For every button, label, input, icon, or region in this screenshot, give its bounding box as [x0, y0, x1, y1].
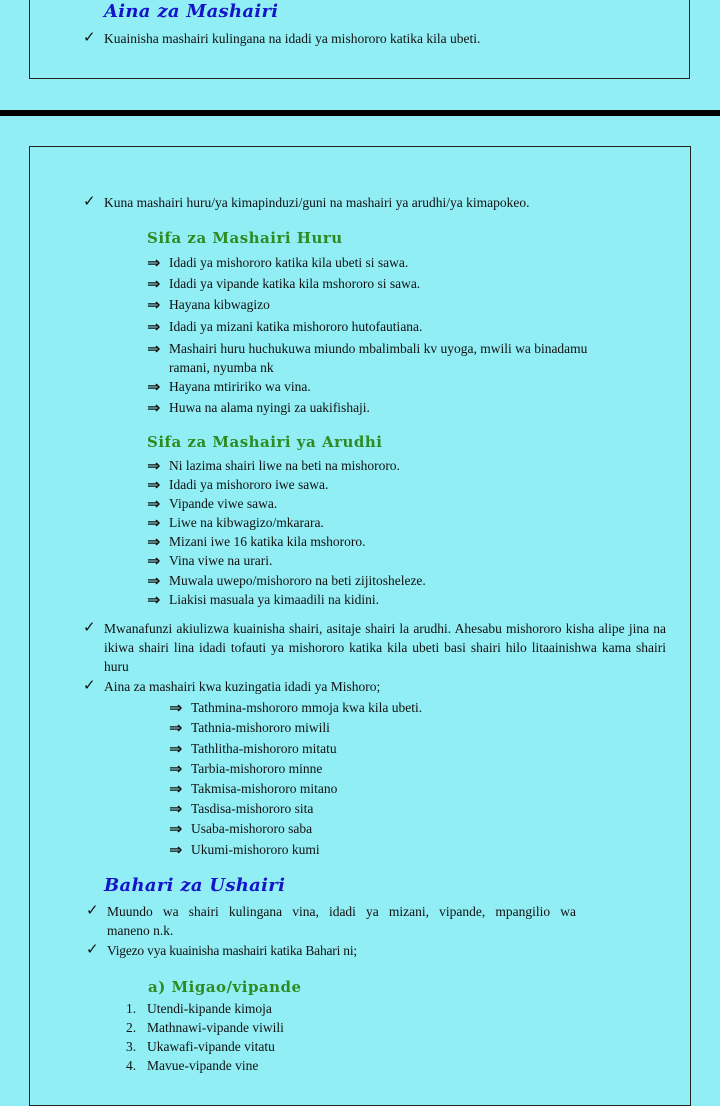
check-icon: ✓ — [86, 942, 99, 958]
check-item-muundo: ✓ Muundo wa shairi kulingana vina, idadi ya mizani, vipande, mpangilio wa — [86, 903, 576, 919]
arrow-icon: ⇒ — [169, 819, 183, 838]
list-item: ⇒ Ukumi-mishororo kumi — [169, 840, 320, 859]
numbered-item: 1. Utendi-kipande kimoja — [126, 1001, 272, 1016]
list-item: ⇒ Liakisi masuala ya kimaadili na kidini. — [147, 590, 379, 609]
list-item: ⇒ Idadi ya mizani katika mishororo hutofautiana. — [147, 317, 423, 336]
numbered-item: 3. Ukawafi-vipande vitatu — [126, 1039, 275, 1054]
arrow-icon: ⇒ — [147, 590, 161, 609]
arrow-icon: ⇒ — [169, 718, 183, 737]
list-item: ⇒ Idadi ya mishororo iwe sawa. — [147, 475, 329, 494]
list-item: ⇒ Muwala uwepo/mishororo na beti zijitosheleze. — [147, 571, 426, 590]
check-icon: ✓ — [83, 620, 96, 636]
arrow-icon: ⇒ — [147, 551, 161, 570]
check-icon: ✓ — [83, 194, 96, 210]
list-item: ⇒ Mizani iwe 16 katika kila mshororo. — [147, 532, 366, 551]
heading-migao: a) Migao/vipande — [148, 978, 302, 996]
arrow-icon: ⇒ — [169, 759, 183, 778]
list-item: ⇒ Hayana mtiririko wa vina. — [147, 377, 311, 396]
page-divider — [0, 110, 720, 116]
section-heading-bahari: Bahari za Ushairi — [104, 875, 286, 896]
list-item: ⇒ Idadi ya vipande katika kila mshororo si sawa. — [147, 274, 421, 293]
check-item-kuainisha: ✓ Kuainisha mashairi kulingana na idadi ya mishororo katika kila ubeti. — [83, 30, 481, 46]
arrow-icon: ⇒ — [147, 295, 161, 314]
check-item-muundo-continuation: maneno n.k. — [107, 923, 174, 938]
arrow-icon: ⇒ — [169, 739, 183, 758]
list-item: ⇒ Vina viwe na urari. — [147, 551, 273, 570]
heading-sifa-arudhi: Sifa za Mashairi ya Arudhi — [147, 433, 383, 451]
list-item: ⇒ Ni lazima shairi liwe na beti na mishororo. — [147, 456, 400, 475]
arrow-icon: ⇒ — [169, 779, 183, 798]
arrow-icon: ⇒ — [169, 799, 183, 818]
heading-sifa-huru: Sifa za Mashairi Huru — [147, 229, 343, 247]
list-item: ⇒ Tathnia-mishororo miwili — [169, 718, 330, 737]
arrow-icon: ⇒ — [147, 317, 161, 336]
list-item: ⇒ Takmisa-mishororo mitano — [169, 779, 338, 798]
list-item: ⇒ Tarbia-mishororo minne — [169, 759, 323, 778]
arrow-icon: ⇒ — [147, 494, 161, 513]
list-item: ⇒ Hayana kibwagizo — [147, 295, 270, 314]
arrow-icon: ⇒ — [147, 532, 161, 551]
list-item: ⇒ Usaba-mishororo saba — [169, 819, 313, 838]
check-item-aina: ✓ Aina za mashairi kwa kuzingatia idadi ya Mishoro; — [83, 678, 381, 694]
list-item: ⇒ Idadi ya mishororo katika kila ubeti si sawa. — [147, 253, 409, 272]
list-item: ⇒ Huwa na alama nyingi za uakifishaji. — [147, 398, 370, 417]
arrow-icon: ⇒ — [147, 513, 161, 532]
arrow-icon: ⇒ — [147, 571, 161, 590]
list-item: ⇒ Tathmina-mshororo mmoja kwa kila ubeti. — [169, 698, 423, 717]
check-item-vigezo: ✓ Vigezo vya kuainisha mashairi katika Bahari ni; — [86, 942, 357, 958]
arrow-icon: ⇒ — [147, 475, 161, 494]
list-item-continuation: ramani, nyumba nk — [169, 360, 274, 375]
arrow-icon: ⇒ — [147, 339, 161, 358]
numbered-item: 4. Mavue-vipande vine — [126, 1058, 259, 1073]
arrow-icon: ⇒ — [169, 698, 183, 717]
arrow-icon: ⇒ — [169, 840, 183, 859]
section-heading-aina: Aina za Mashairi — [104, 1, 279, 22]
arrow-icon: ⇒ — [147, 253, 161, 272]
check-icon: ✓ — [86, 903, 99, 919]
numbered-item: 2. Mathnawi-vipande viwili — [126, 1020, 284, 1035]
list-item: ⇒ Tasdisa-mishororo sita — [169, 799, 314, 818]
list-item: ⇒ Mashairi huru huchukuwa miundo mbalimbali kv uyoga, mwili wa binadamu — [147, 339, 588, 358]
check-icon: ✓ — [83, 678, 96, 694]
arrow-icon: ⇒ — [147, 456, 161, 475]
arrow-icon: ⇒ — [147, 274, 161, 293]
check-item-mwanafunzi: ✓ Mwanafunzi akiulizwa kuainisha shairi, asitaje shairi la arudhi. Ahesabu mishororo kisha alipe jina na ikiwa shairi lina idadi tofauti ya mishororo katika kila ubeti basi shairi hilo litaainishwa kama shairi huru — [83, 620, 666, 674]
check-icon: ✓ — [83, 30, 96, 46]
arrow-icon: ⇒ — [147, 398, 161, 417]
list-item: ⇒ Tathlitha-mishororo mitatu — [169, 739, 337, 758]
check-item-intro: ✓ Kuna mashairi huru/ya kimapinduzi/guni na mashairi ya arudhi/ya kimapokeo. — [83, 194, 530, 210]
list-item: ⇒ Vipande viwe sawa. — [147, 494, 278, 513]
list-item: ⇒ Liwe na kibwagizo/mkarara. — [147, 513, 324, 532]
arrow-icon: ⇒ — [147, 377, 161, 396]
